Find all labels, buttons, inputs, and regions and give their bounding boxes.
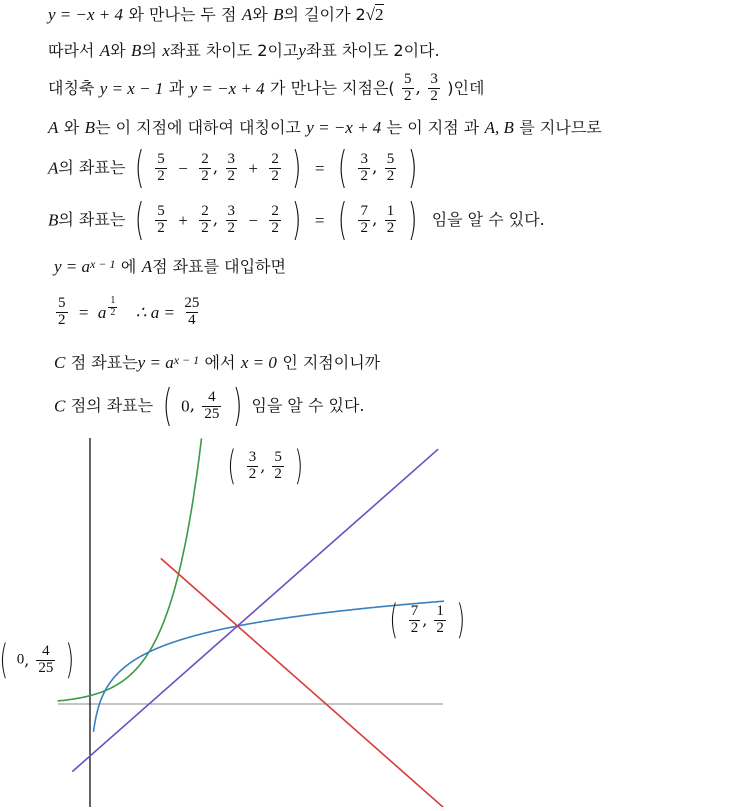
- text: 가 만나는 지점은(: [270, 78, 395, 98]
- numerator: 25: [184, 295, 200, 311]
- comma: ,: [212, 209, 219, 230]
- text: 점 좌표는: [70, 353, 138, 372]
- therefore: ∴ a =: [135, 302, 175, 322]
- equation: y = −x + 4: [189, 78, 265, 98]
- numerator: 4: [208, 388, 216, 405]
- text: 는 이 지점 과: [386, 118, 480, 137]
- line-y-eq-x-minus-1: [72, 449, 438, 771]
- denominator: 2: [430, 87, 438, 104]
- right-paren: ): [294, 443, 304, 489]
- fraction: [402, 72, 414, 105]
- text: 인 지점이니까: [282, 353, 381, 372]
- variable: x: [162, 41, 170, 60]
- denominator: 2: [227, 219, 236, 236]
- point-label: A: [48, 158, 59, 178]
- text: 따라서: [48, 41, 95, 60]
- line-6-b-coordinates: [48, 194, 545, 245]
- fraction: [155, 152, 167, 185]
- fraction: [36, 644, 55, 677]
- comma: ,: [415, 77, 421, 98]
- text: 에: [120, 257, 137, 276]
- line-10: [54, 380, 365, 431]
- numerator: 4: [42, 642, 50, 659]
- left-paren: (: [134, 142, 145, 193]
- minus: −: [178, 158, 188, 178]
- line-9: [54, 354, 380, 372]
- fraction: [247, 450, 259, 483]
- fraction: [358, 152, 370, 185]
- denominator: 2: [110, 306, 116, 318]
- text: 의: [141, 41, 157, 60]
- numerator: 7: [360, 202, 368, 219]
- fraction: [199, 152, 211, 185]
- point-label: A: [48, 118, 59, 137]
- label-point-c: [0, 637, 78, 683]
- fraction: [226, 204, 238, 237]
- denominator: 2: [386, 219, 395, 236]
- graph-svg: [0, 430, 740, 807]
- numerator: 5: [157, 150, 165, 167]
- equation: y = a: [54, 257, 91, 276]
- text: 의 좌표는: [58, 210, 126, 229]
- left-paren: (: [337, 194, 348, 245]
- numerator: 3: [360, 150, 368, 167]
- text: 와: [252, 5, 268, 24]
- numerator: 1: [110, 295, 116, 306]
- label-point-a: [224, 443, 307, 489]
- fraction: [56, 296, 68, 329]
- numerator: 2: [201, 150, 209, 167]
- text: 의 길이가 2: [283, 5, 366, 24]
- point-label: B: [48, 210, 59, 230]
- denominator: 2: [274, 465, 282, 482]
- fraction: [385, 204, 397, 237]
- denominator: 2: [436, 619, 444, 636]
- comma: ,: [260, 456, 266, 476]
- denominator: 2: [386, 167, 395, 184]
- plus: +: [248, 158, 259, 178]
- fraction: [226, 152, 238, 185]
- text: 좌표 차이도 2이다.: [305, 41, 440, 60]
- denominator: 2: [201, 167, 209, 184]
- numerator: 5: [386, 150, 395, 167]
- text: )인데: [447, 78, 485, 98]
- numerator: 3: [430, 71, 438, 87]
- text: 임을 알 수 있다.: [251, 396, 365, 415]
- comma: ,: [371, 209, 378, 230]
- text: 점 좌표를 대입하면: [152, 257, 286, 276]
- text: 과: [168, 78, 185, 98]
- point-labels: A, B: [484, 118, 514, 137]
- minus: −: [248, 210, 259, 230]
- numerator: 2: [271, 150, 279, 167]
- denominator: 2: [58, 311, 66, 328]
- numerator: 5: [157, 202, 165, 219]
- point-label: A: [99, 41, 111, 60]
- denominator: 2: [360, 167, 368, 184]
- left-paren: (: [162, 380, 172, 431]
- denominator: 25: [38, 659, 54, 676]
- equals: =: [314, 210, 325, 230]
- variable: a: [97, 302, 107, 322]
- sqrt-radicand: 2: [375, 5, 384, 24]
- left-paren: (: [134, 194, 145, 245]
- numerator: 2: [271, 202, 279, 219]
- numerator: 1: [386, 202, 395, 219]
- point-label: C: [54, 396, 66, 416]
- text: 와: [63, 118, 80, 137]
- fraction: [202, 390, 221, 423]
- numerator: 7: [410, 602, 419, 619]
- text: 임을 알 수 있다.: [431, 210, 545, 229]
- equation: y = x − 1: [99, 78, 164, 98]
- denominator: 2: [157, 167, 165, 184]
- comma: ,: [189, 395, 196, 416]
- left-paren: (: [389, 597, 399, 643]
- denominator: 2: [404, 87, 412, 104]
- text: 좌표 차이도 2이고: [169, 41, 299, 60]
- numerator: 5: [58, 295, 66, 311]
- line-1: [48, 6, 384, 24]
- denominator: 2: [157, 219, 165, 236]
- comma: ,: [422, 610, 428, 630]
- numerator: 1: [436, 602, 444, 619]
- fraction: [272, 450, 284, 483]
- point-label: B: [273, 5, 284, 24]
- fraction: [182, 296, 201, 329]
- text: 점의 좌표는: [70, 396, 154, 415]
- denominator: 2: [271, 167, 279, 184]
- graph: [0, 430, 740, 807]
- x-value: 0: [181, 396, 190, 416]
- fraction: [269, 152, 281, 185]
- text: 를 지나므로: [519, 118, 602, 137]
- right-paren: ): [292, 194, 302, 245]
- comma: ,: [371, 157, 378, 178]
- line-3: [48, 72, 484, 105]
- left-paren: (: [227, 443, 237, 489]
- point-label: A: [141, 257, 153, 276]
- point-label: B: [131, 41, 142, 60]
- text: 와: [110, 41, 126, 60]
- variable: y: [298, 41, 306, 60]
- line-8: [54, 296, 203, 329]
- denominator: 25: [204, 405, 220, 422]
- equation: y = a: [137, 353, 174, 372]
- comma: ,: [24, 650, 30, 670]
- denominator: 2: [271, 219, 279, 236]
- equals: =: [78, 302, 89, 322]
- numerator: 3: [227, 202, 236, 219]
- fraction: [409, 604, 421, 637]
- text: 는 이 지점에 대하여 대칭이고: [95, 118, 301, 137]
- right-paren: ): [456, 597, 466, 643]
- text: 의 좌표는: [58, 158, 126, 177]
- right-paren: ): [292, 142, 302, 193]
- left-paren: (: [0, 637, 9, 683]
- text: 와 만나는 두 점: [128, 5, 237, 24]
- line-2: [48, 42, 440, 60]
- equation: y = −x + 4: [306, 118, 382, 137]
- denominator: 2: [360, 219, 368, 236]
- point-label: A: [241, 5, 253, 24]
- denominator: 4: [188, 311, 196, 328]
- denominator: 2: [248, 465, 257, 482]
- denominator: 2: [201, 219, 209, 236]
- point-label: C: [54, 353, 66, 372]
- label-point-b: [386, 597, 469, 643]
- equation: x = 0: [240, 353, 277, 372]
- numerator: 5: [274, 448, 282, 465]
- numerator: 2: [201, 202, 209, 219]
- exponent-fraction: [108, 296, 117, 318]
- fraction: [428, 72, 440, 105]
- x-value: 0: [16, 651, 25, 668]
- fraction: [434, 604, 446, 637]
- fraction: [155, 204, 167, 237]
- fraction: [385, 152, 397, 185]
- numerator: 3: [248, 448, 257, 465]
- fraction: [269, 204, 281, 237]
- plus: +: [178, 210, 188, 230]
- exponent: x − 1: [173, 353, 200, 367]
- denominator: 2: [410, 619, 419, 636]
- right-paren: ): [65, 637, 75, 683]
- exponent: x − 1: [90, 257, 116, 271]
- point-label: B: [84, 118, 96, 137]
- left-paren: (: [337, 142, 348, 193]
- text: 에서: [204, 353, 236, 372]
- right-paren: ): [232, 380, 243, 431]
- denominator: 2: [227, 167, 236, 184]
- fraction: [199, 204, 211, 237]
- right-paren: ): [407, 142, 418, 193]
- fraction: [358, 204, 370, 237]
- exponential-curve: [58, 438, 202, 701]
- equation: y = −x + 4: [48, 5, 124, 24]
- comma: ,: [212, 157, 219, 178]
- equals: =: [314, 158, 325, 178]
- line-7: [54, 258, 286, 276]
- right-paren: ): [407, 194, 418, 245]
- text: 대칭축: [48, 78, 95, 98]
- line-5-a-coordinates: [48, 142, 421, 193]
- line-4: [48, 119, 602, 137]
- line-y-eq-minus-x-plus-4: [161, 558, 444, 807]
- sqrt-symbol: √: [365, 5, 376, 24]
- numerator: 3: [227, 150, 236, 167]
- numerator: 5: [404, 71, 412, 87]
